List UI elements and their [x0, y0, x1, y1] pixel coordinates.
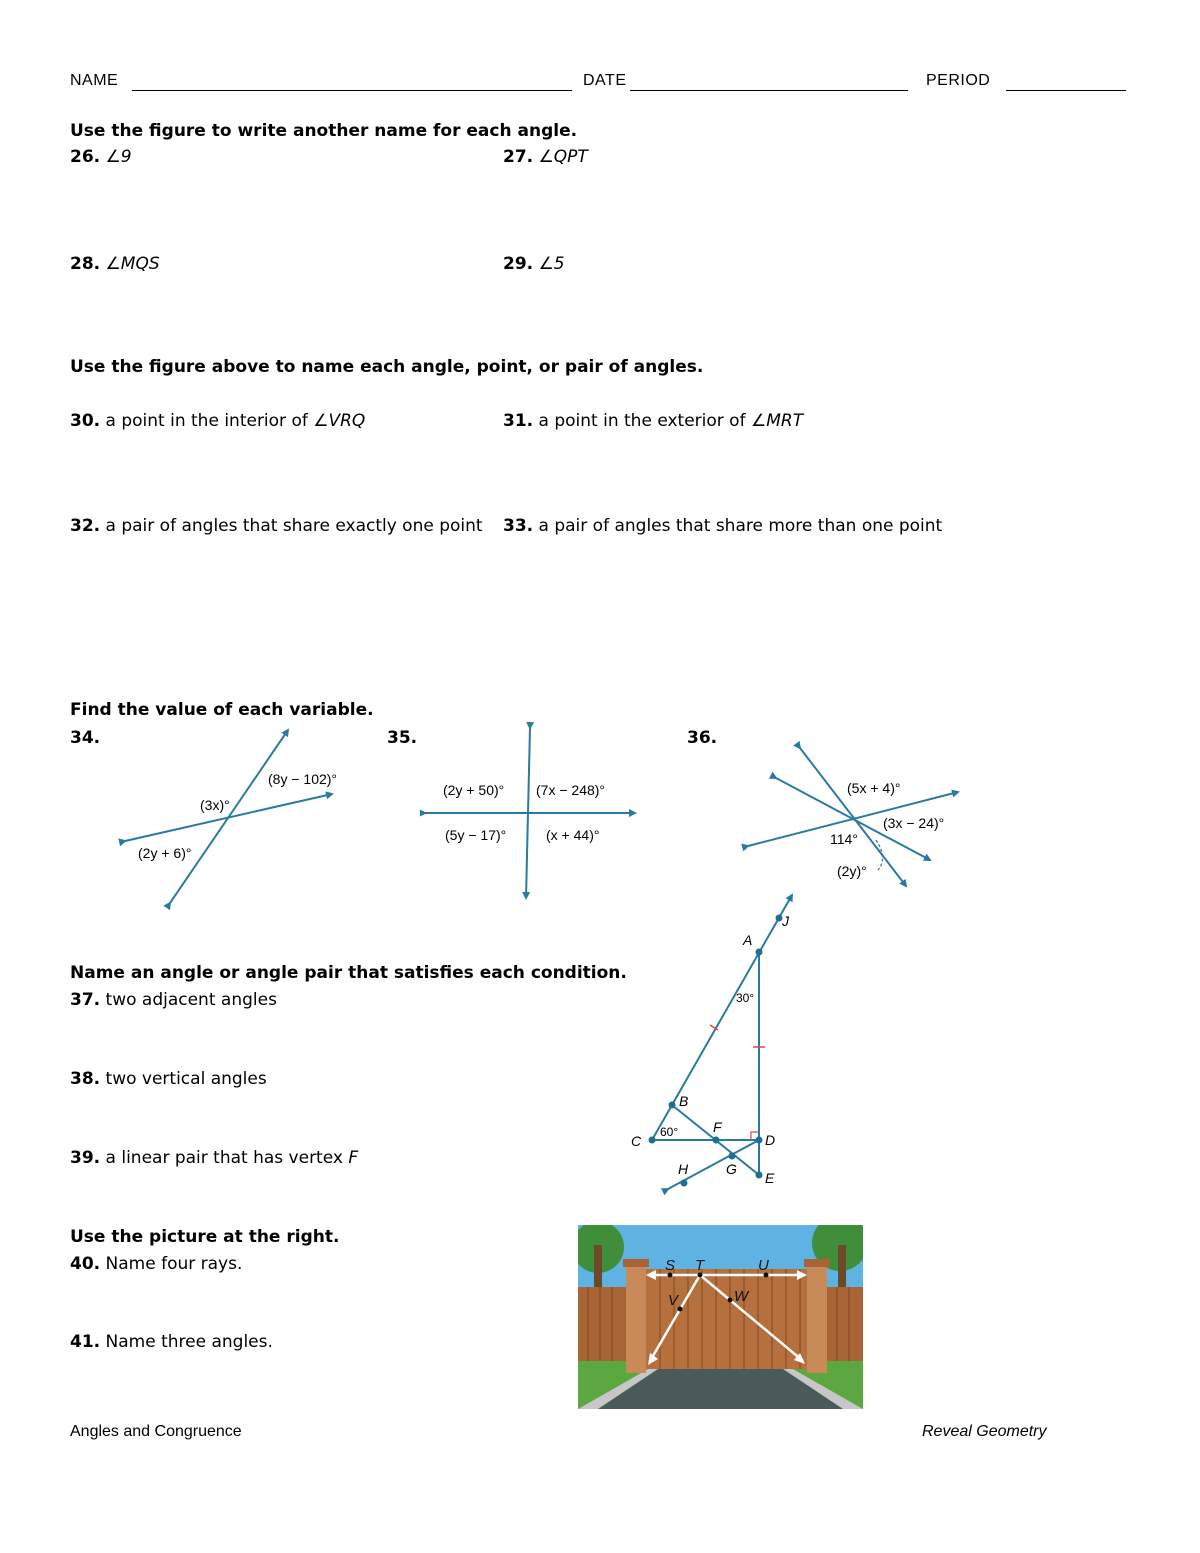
label-36-b: (3x − 24)°: [883, 815, 945, 831]
question-40: 40. Name four rays.: [70, 1254, 243, 1274]
period-line[interactable]: [1006, 90, 1126, 91]
label-36-c: 114°: [830, 831, 858, 847]
label-35-tl: (2y + 50)°: [443, 782, 505, 798]
question-34: 34.: [70, 728, 101, 748]
section3-title: Find the value of each variable.: [70, 700, 374, 720]
figure-triangle: [620, 885, 810, 1195]
figure-34: [110, 720, 350, 915]
label-point-H: H: [678, 1161, 689, 1177]
figure-36: [740, 740, 970, 895]
label-35-br: (x + 44)°: [546, 827, 600, 843]
label-point-A: A: [743, 932, 753, 948]
date-label: DATE: [583, 72, 627, 89]
section4-title: Name an angle or angle pair that satisfies each condition.: [70, 963, 627, 983]
label-point-S: S: [665, 1257, 676, 1274]
label-35-tr: (7x − 248)°: [536, 782, 606, 798]
question-28: 28. ∠MQS: [70, 254, 160, 274]
label-angle-60: 60°: [660, 1125, 679, 1139]
fence-picture: [578, 1225, 863, 1409]
label-point-D: D: [765, 1132, 776, 1148]
figure-35: [420, 720, 645, 905]
question-32: 32. a pair of angles that share exactly one point: [70, 516, 483, 536]
question-36: 36.: [687, 728, 718, 748]
footer-right: Reveal Geometry: [922, 1423, 1047, 1440]
label-34-bottom: (2y + 6)°: [138, 845, 192, 861]
period-label: PERIOD: [926, 72, 991, 89]
question-30: 30. a point in the interior of ∠VRQ: [70, 411, 366, 431]
question-31: 31. a point in the exterior of ∠MRT: [503, 411, 804, 431]
label-point-E: E: [765, 1170, 775, 1186]
question-26: 26. ∠9: [70, 147, 132, 167]
name-label: NAME: [70, 72, 119, 89]
label-point-V: V: [668, 1292, 679, 1309]
section5-title: Use the picture at the right.: [70, 1227, 340, 1247]
label-34-top: (8y − 102)°: [268, 771, 338, 787]
label-point-G: G: [726, 1161, 737, 1177]
label-point-C: C: [631, 1133, 642, 1149]
footer-left: Angles and Congruence: [70, 1423, 242, 1440]
label-angle-30: 30°: [736, 991, 755, 1005]
name-line[interactable]: [132, 90, 572, 91]
label-point-U: U: [758, 1257, 769, 1274]
label-point-F: F: [713, 1119, 722, 1135]
label-point-B: B: [679, 1093, 689, 1109]
label-point-J: J: [782, 913, 789, 929]
label-34-left: (3x)°: [200, 797, 230, 813]
question-35: 35.: [387, 728, 418, 748]
question-38: 38. two vertical angles: [70, 1069, 267, 1089]
label-36-a: (5x + 4)°: [847, 780, 901, 796]
label-point-T: T: [695, 1257, 705, 1274]
question-41: 41. Name three angles.: [70, 1332, 273, 1352]
label-35-bl: (5y − 17)°: [445, 827, 507, 843]
section1-title: Use the figure to write another name for each angle.: [70, 121, 578, 141]
question-39: 39. a linear pair that has vertex F: [70, 1148, 359, 1168]
question-37: 37. two adjacent angles: [70, 990, 277, 1010]
section2-title: Use the figure above to name each angle, point, or pair of angles.: [70, 357, 704, 377]
label-point-W: W: [734, 1288, 749, 1305]
date-line[interactable]: [630, 90, 908, 91]
label-36-d: (2y)°: [837, 863, 867, 879]
question-29: 29. ∠5: [503, 254, 565, 274]
question-27: 27. ∠QPT: [503, 147, 588, 167]
question-33: 33. a pair of angles that share more than one point: [503, 516, 943, 536]
